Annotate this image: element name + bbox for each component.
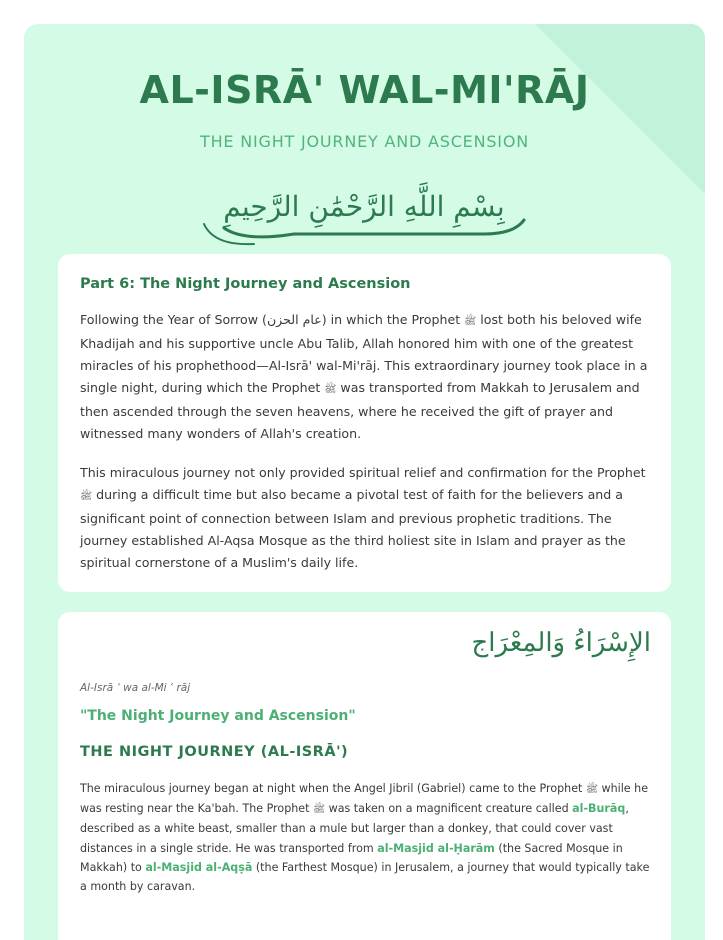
text-run: This miraculous journey not only provided spiritual relief and confirmation for the Prophet: [80, 465, 646, 480]
text-run: while he was resting near the Ka'bah. The Prophet: [80, 782, 649, 816]
term-card: [58, 612, 671, 940]
intro-paragraph-2: [80, 462, 652, 574]
salawat-icon: ﷺ: [313, 804, 326, 816]
basmala-calligraphy-icon: [184, 184, 544, 254]
salawat-icon: ﷺ: [80, 491, 93, 502]
page-subtitle: THE NIGHT JOURNEY AND ASCENSION: [200, 132, 529, 151]
salawat-icon: ﷺ: [585, 784, 599, 795]
highlight-term: al-Masjid al-Ḥarām: [377, 841, 495, 855]
salawat-icon: ﷺ: [464, 316, 477, 327]
arabic-term-title: الإِسْرَاءُ وَالمِعْرَاج: [471, 628, 651, 658]
text-run: ) in which the Prophet: [321, 312, 465, 327]
highlight-term: al-Burāq: [572, 802, 626, 816]
text-run: Following the Year of Sorrow (: [80, 312, 267, 327]
intro-paragraph-1: [80, 309, 652, 445]
intro-card: [58, 254, 671, 592]
arabic-term: عام الحزن: [266, 312, 322, 327]
text-run: was taken on a magnificent creature called: [325, 802, 573, 816]
basmala-text: بِسْمِ اللَّهِ الرَّحْمَٰنِ الرَّحِيمِ: [223, 190, 505, 223]
highlight-term: al-Masjid al-Aqṣā: [145, 860, 253, 874]
term-meaning: "The Night Journey and Ascension": [80, 708, 356, 724]
page-title: AL-ISRĀ' WAL-MI'RĀJ: [139, 68, 590, 112]
intro-card-heading: Part 6: The Night Journey and Ascension: [80, 276, 411, 292]
section-heading: THE NIGHT JOURNEY (AL-ISRĀ'): [80, 744, 349, 760]
text-run: The miraculous journey began at night when the Angel Jibril (Gabriel) came to the Prophet: [80, 782, 586, 795]
night-journey-paragraph: [80, 779, 652, 896]
text-run: was transported from Makkah to Jerusalem and then ascended through the seven heavens, where he received the gift of prayer and witnessed many wonders of Allah's creation.: [80, 380, 640, 441]
text-run: (the Sacred Mosque in Makkah) to: [80, 841, 623, 874]
salawat-icon: ﷺ: [324, 384, 337, 395]
transliteration: Al-Isrā ʾ wa al-Mi ʿ rāj: [80, 682, 191, 694]
text-run: (the Farthest Mosque) in Jerusalem, a journey that would typically take a month by caravan.: [80, 860, 650, 894]
text-run: lost both his beloved wife Khadijah and his supportive uncle Abu Talib, Allah honored him with one of the greatest miracles of his prophethood—Al-Isrā' wal-Mi'rāj. This extraordinary journey took place in a single night, during which the Prophet: [80, 312, 648, 395]
page-background: [24, 24, 705, 940]
text-run: during a difficult time but also became a pivotal test of faith for the believers and a significant point of connection between Islam and previous prophetic traditions. The journey established Al-Aqsa Mosque as the third holiest site in Islam and prayer as the spiritual cornerstone of a Muslim's daily life.: [80, 487, 626, 570]
text-run: , described as a white beast, smaller than a mule but larger than a donkey, that could cover vast distances in a single stride. He was transported from: [80, 802, 629, 855]
